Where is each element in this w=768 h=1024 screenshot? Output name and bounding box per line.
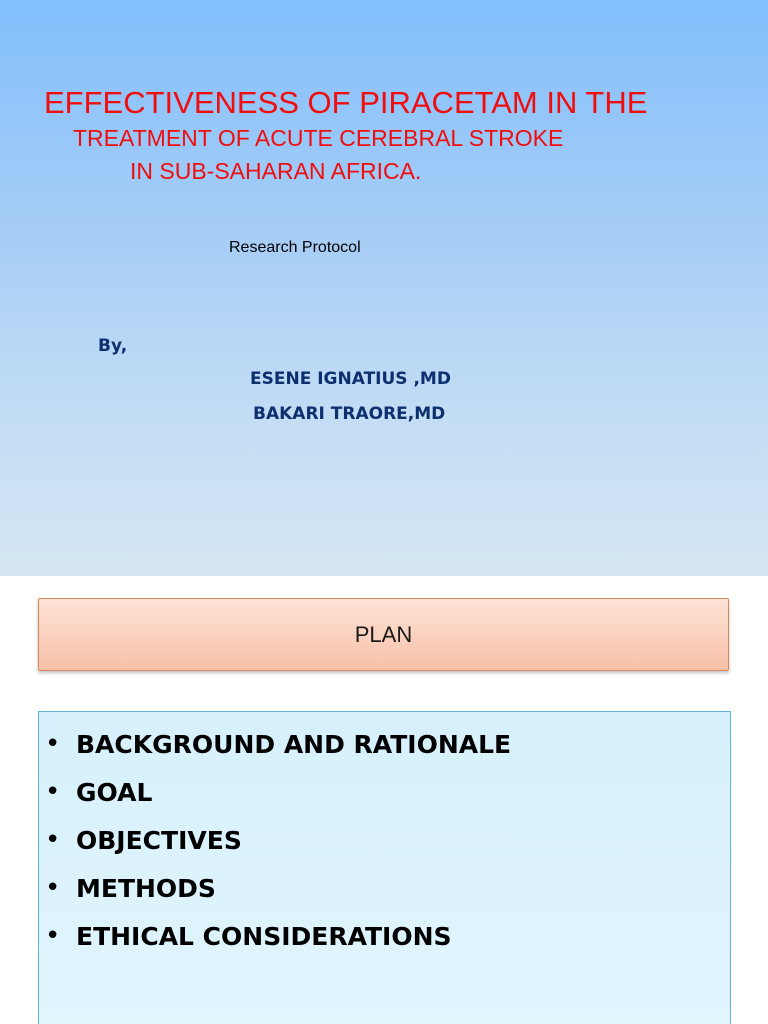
list-item-text: ETHICAL CONSIDERATIONS bbox=[76, 921, 452, 951]
title-line-1: EFFECTIVENESS OF PIRACETAM IN THE bbox=[44, 85, 648, 120]
plan-content-box bbox=[38, 711, 731, 1024]
by-label: By, bbox=[98, 336, 128, 356]
list-item-text: BACKGROUND AND RATIONALE bbox=[76, 729, 512, 759]
author-name: ESENE IGNATIUS ,MD bbox=[250, 369, 451, 389]
author-name: BAKARI TRAORE,MD bbox=[253, 404, 446, 424]
bullet-icon: • bbox=[45, 825, 61, 855]
list-item-text: GOAL bbox=[76, 777, 153, 807]
plan-heading: PLAN bbox=[354, 621, 413, 647]
bullet-icon: • bbox=[45, 921, 61, 951]
title-line-3: IN SUB-SAHARAN AFRICA. bbox=[130, 158, 422, 184]
bullet-icon: • bbox=[45, 873, 61, 903]
plan-heading-box bbox=[38, 598, 729, 671]
bullet-icon: • bbox=[45, 777, 61, 807]
list-item-text: OBJECTIVES bbox=[76, 825, 242, 855]
list-item-text: METHODS bbox=[76, 873, 216, 903]
bullet-icon: • bbox=[45, 729, 61, 759]
title-line-2: TREATMENT OF ACUTE CEREBRAL STROKE bbox=[73, 125, 564, 151]
subtitle: Research Protocol bbox=[229, 239, 361, 256]
